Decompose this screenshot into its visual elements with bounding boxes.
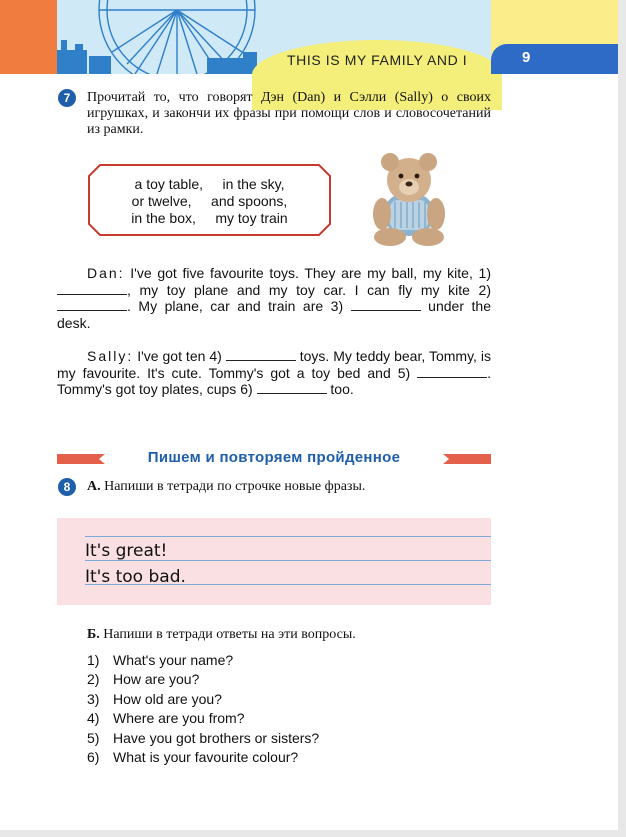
answer-blank-4 <box>226 348 296 361</box>
task-8a-text: Напиши в тетради по строчке новые фразы. <box>104 479 366 494</box>
word-box-row <box>88 193 331 209</box>
task-8-number-badge: 8 <box>58 478 76 496</box>
word-box-row <box>88 176 331 192</box>
word-box-row <box>88 210 331 226</box>
sally-paragraph <box>57 348 491 398</box>
question-number: 5) <box>87 729 100 746</box>
section-title: Пишем и повторяем пройденное <box>147 449 401 466</box>
question-text: What's your name? <box>113 652 234 668</box>
task-8a-instruction <box>87 479 365 495</box>
question-number: 2) <box>87 671 100 688</box>
task-8b-label: Б. <box>87 627 100 642</box>
task-8b-text: Напиши в тетради ответы на эти вопросы. <box>103 627 356 642</box>
header-orange-block <box>0 0 57 74</box>
word-box-item: and spoons, <box>211 193 288 209</box>
question-text: What is your favourite colour? <box>113 749 299 766</box>
question-number: 3) <box>87 690 100 707</box>
answer-blank-1 <box>57 282 127 295</box>
task-7-instruction: Прочитай то, что говорят Дэн (Dan) и Сэлли (Sally) о своих игрушках, и закончи их фразы при помощи слов и словосочетаний из рамки. <box>87 90 491 137</box>
answer-blank-3 <box>351 298 421 311</box>
list-item <box>87 729 319 748</box>
list-item <box>87 748 319 767</box>
question-text: How are you? <box>113 671 200 688</box>
word-box-item: in the box, <box>131 210 196 226</box>
list-item <box>87 670 319 689</box>
speaker-dan: Dan: <box>87 265 125 281</box>
answer-blank-2 <box>57 298 127 311</box>
page-number-tab <box>491 44 618 74</box>
speaker-sally: Sally: <box>87 348 134 364</box>
question-number: 6) <box>87 749 100 766</box>
word-box-item: in the sky, <box>222 176 285 192</box>
sally-text: too. <box>326 381 354 397</box>
list-item <box>87 651 319 670</box>
list-item <box>87 690 319 709</box>
question-number: 4) <box>87 710 100 727</box>
word-box <box>88 164 331 236</box>
sally-text: . Tommy's got toy plates, cups 6) <box>57 364 491 397</box>
list-item <box>87 709 319 728</box>
word-box-item: my toy train <box>215 210 288 226</box>
teddy-bear-illustration <box>362 152 457 247</box>
question-text: Have you got brothers or sisters? <box>113 729 320 746</box>
answer-blank-6 <box>257 381 327 394</box>
ruled-line <box>85 536 491 537</box>
sally-text: toys. My teddy bear, Tommy, is my favourite. It's cute. Tommy's got a toy bed and 5) <box>57 348 491 381</box>
dan-paragraph <box>57 265 491 331</box>
task-7-number-badge: 7 <box>58 89 76 107</box>
handwritten-phrase: It's great! <box>85 541 168 561</box>
handwritten-phrase: It's too bad. <box>85 567 186 587</box>
dan-text: I've got five favourite toys. They are my ball, my kite, 1) <box>124 265 491 281</box>
sally-text: I've got ten 4) <box>133 348 222 364</box>
word-box-item: or twelve, <box>131 193 192 209</box>
word-box-item: a toy table, <box>134 176 204 192</box>
question-text: How old are you? <box>113 690 222 707</box>
dan-text: , my toy plane and my toy car. I can fly my kite 2) <box>127 281 491 298</box>
question-text: Where are you from? <box>113 710 245 727</box>
page-header-title: THIS IS MY FAMILY AND I <box>287 52 468 68</box>
section-heading <box>57 451 491 467</box>
dan-text: under the desk. <box>57 298 491 331</box>
task-8a-label: А. <box>87 479 101 494</box>
task-8b-instruction <box>87 627 356 643</box>
question-number: 1) <box>87 652 100 668</box>
question-list <box>87 651 319 767</box>
handwriting-practice-band <box>57 518 491 605</box>
answer-blank-5 <box>417 365 487 378</box>
page-number: 9 <box>522 49 531 66</box>
dan-text: . My plane, car and train are 3) <box>127 298 344 314</box>
